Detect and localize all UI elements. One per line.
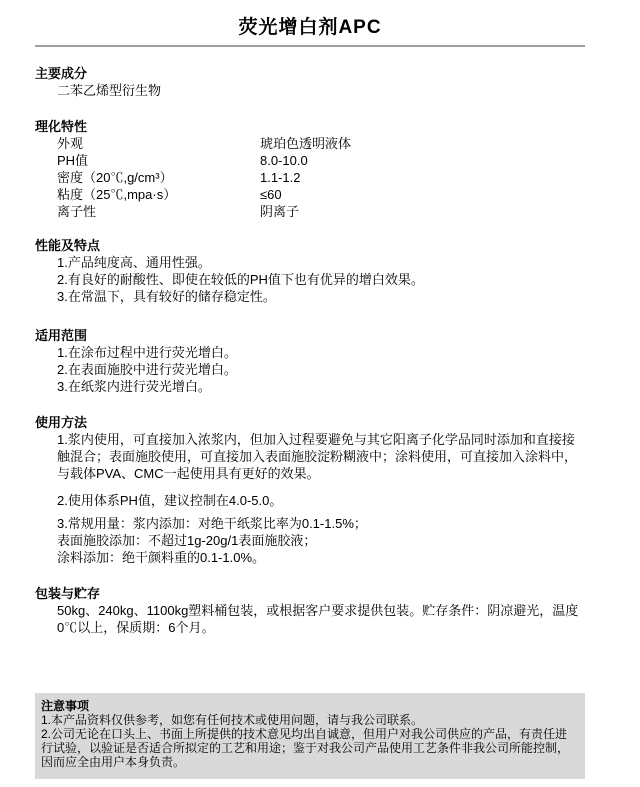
list-item: 2.有良好的耐酸性、即使在较低的PH值下也有优异的增白效果。 [57,272,424,287]
property-row [57,203,585,220]
notice-heading: 注意事项 [41,699,90,713]
notice-line: 1.本产品资料仅供参考，如您有任何技术或使用问题，请与我公司联系。 [41,713,424,727]
usage-paragraph: 3.常规用量：浆内添加：对绝干纸浆比率为0.1-1.5%； 表面施胶添加：不超过1g-20g/1表面施胶液； 涂料添加：绝干颜料重的0.1-1.0%。 [57,516,367,565]
list-item: 1.在涂布过程中进行荧光增白。 [57,345,237,360]
section-application-scope [35,327,585,395]
usage-paragraph: 1.浆内使用，可直接加入浓浆内，但加入过程要避免与其它阳离子化学品同时添加和直接接触混合；表面施胶使用，可直接加入表面施胶淀粉糊液中；涂料使用，可直接加入涂料中，与载体PVA、CMC一起使用具有更好的效果。 [57,432,578,481]
packaging-paragraph: 50kg、240kg、1100kg塑料桶包装，或根据客户要求提供包装。贮存条件：阴凉避光，温度0℃以上，保质期：6个月。 [57,603,579,635]
property-label: 外观 [57,136,84,151]
notice-box [35,693,585,779]
property-label: 离子性 [57,204,97,219]
property-label: PH值 [57,153,89,168]
list-item: 1.产品纯度高、通用性强。 [57,255,211,270]
section-heading: 主要成分 [35,66,88,81]
property-row [57,152,585,169]
property-row [57,186,585,203]
property-label: 密度（20℃,g/cm³） [57,170,173,185]
list-item: 3.在纸浆内进行荧光增白。 [57,379,211,394]
section-heading: 使用方法 [35,415,88,430]
section-body [35,254,585,305]
page-title: 荧光增白剂APC [238,17,382,38]
section-heading: 适用范围 [35,328,88,343]
section-body [35,344,585,395]
section-heading: 包装与贮存 [35,586,101,601]
section-heading: 理化特性 [35,119,88,134]
section-body [35,602,585,636]
list-item: 2.在表面施胶中进行荧光增白。 [57,362,237,377]
section-physical-properties [35,118,585,220]
usage-paragraph: 2.使用体系PH值，建议控制在4.0-5.0。 [57,493,283,508]
section-body [35,431,585,566]
property-value: 1.1-1.2 [260,170,301,185]
property-value: ≤60 [260,187,282,202]
ingredient-line: 二苯乙烯型衍生物 [57,83,162,98]
notice-line: 2.公司无论在口头上、书面上所提供的技术意见均出自诚意，但用户对我公司供应的产品，有责任进行试验，以验证是否适合所拟定的工艺和用途；鉴于对我公司产品使用工艺条件非我公司所能控制，因而应全由用户本身负责。 [41,727,570,769]
section-body [35,82,585,99]
property-row [57,135,585,152]
title-divider [35,45,585,47]
property-row [57,169,585,186]
property-value: 阴离子 [260,204,300,219]
section-usage-method [35,414,585,566]
section-main-ingredients [35,65,585,99]
property-label: 粘度（25℃,mpa·s） [57,187,177,202]
list-item: 3.在常温下，具有较好的储存稳定性。 [57,289,276,304]
property-value: 琥珀色透明液体 [260,136,352,151]
section-body [35,135,585,220]
property-value: 8.0-10.0 [260,153,308,168]
section-performance-features [35,237,585,305]
section-heading: 性能及特点 [35,238,101,253]
section-packaging-storage [35,585,585,636]
